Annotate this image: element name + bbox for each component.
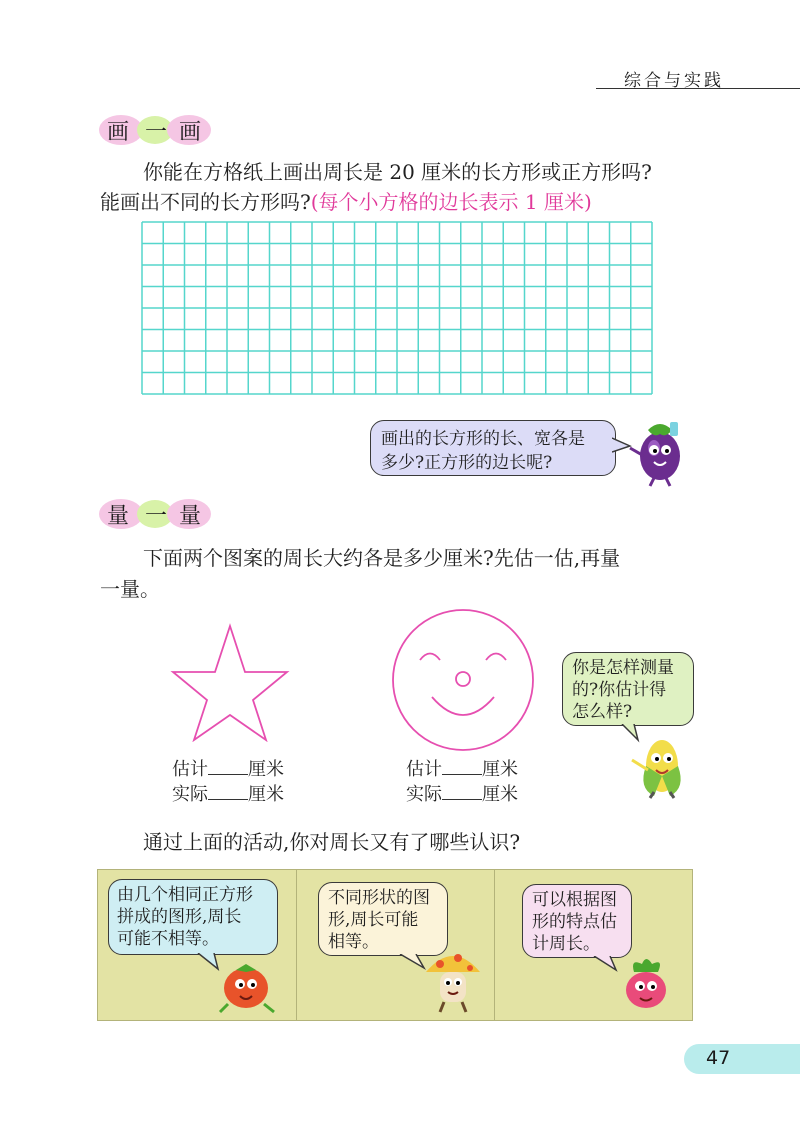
answer-blank[interactable] xyxy=(208,781,248,800)
header-section-title: 综合与实践 xyxy=(624,71,724,91)
answer-blank[interactable] xyxy=(208,756,248,775)
radish-character xyxy=(612,956,682,1016)
page-number: 47 xyxy=(706,1047,731,1069)
star-estimate-row: 估计 厘米 xyxy=(172,755,284,781)
bubble-line: 相等。 xyxy=(328,932,379,952)
draw-question-line1: 你能在方格纸上画出周长是 20 厘米的长方形或正方形吗? xyxy=(143,160,652,184)
bubble-line: 的?你估计得 xyxy=(572,680,667,700)
mushroom-character xyxy=(418,944,488,1018)
bubble-line: 由几个相同正方形 xyxy=(117,885,253,905)
bubble-line: 计周长。 xyxy=(532,934,600,954)
label-char: 画 xyxy=(107,120,132,145)
bubble-line: 可能不相等。 xyxy=(117,929,219,949)
panel-divider xyxy=(296,869,297,1021)
bubble-line: 画出的长方形的长、宽各是 xyxy=(381,429,585,449)
eggplant-character xyxy=(618,408,698,488)
smiley-face-shape xyxy=(388,605,538,755)
label-char: 量 xyxy=(107,504,132,529)
draw-question-text: 能画出不同的长方形吗? xyxy=(100,190,311,214)
bubble-line: 形的特点估 xyxy=(532,912,617,932)
label-char: 量 xyxy=(179,504,204,529)
bubble-line: 不同形状的图 xyxy=(328,888,430,908)
page-number-tab xyxy=(684,1044,800,1074)
measure-section-label xyxy=(105,496,215,532)
panel-divider xyxy=(494,869,495,1021)
face-actual-row: 实际 厘米 xyxy=(406,780,518,806)
draw-question-line2 xyxy=(100,186,592,218)
label-char: 一 xyxy=(145,120,170,145)
radish-speech-bubble xyxy=(522,884,632,958)
star-shape xyxy=(165,622,295,742)
bubble-line: 多少?正方形的边长呢? xyxy=(381,453,553,473)
corn-character xyxy=(624,726,694,800)
grid-scale-note: (每个小方格的边长表示 1 厘米) xyxy=(310,190,592,214)
tomato-speech-bubble xyxy=(108,879,278,955)
bubble-line: 形,周长可能 xyxy=(328,910,419,930)
grid-paper[interactable] xyxy=(141,221,653,395)
eggplant-speech-bubble xyxy=(370,420,616,476)
star-actual-row: 实际 厘米 xyxy=(172,780,284,806)
answer-blank[interactable] xyxy=(442,781,482,800)
measure-question-line2: 一量。 xyxy=(100,577,160,601)
bubble-line: 可以根据图 xyxy=(532,890,617,910)
draw-section-label xyxy=(105,112,215,148)
answer-blank[interactable] xyxy=(442,756,482,775)
tomato-character xyxy=(212,956,282,1016)
reflection-question: 通过上面的活动,你对周长又有了哪些认识? xyxy=(143,830,521,854)
label-char: 一 xyxy=(145,504,170,529)
corn-speech-bubble xyxy=(562,652,694,726)
bubble-line: 拼成的图形,周长 xyxy=(117,907,242,927)
label-char: 画 xyxy=(179,120,204,145)
face-estimate-row: 估计 厘米 xyxy=(406,755,518,781)
bubble-line: 你是怎样测量 xyxy=(572,658,674,678)
measure-question-line1: 下面两个图案的周长大约各是多少厘米?先估一估,再量 xyxy=(143,546,621,570)
bubble-line: 怎么样? xyxy=(572,702,633,722)
